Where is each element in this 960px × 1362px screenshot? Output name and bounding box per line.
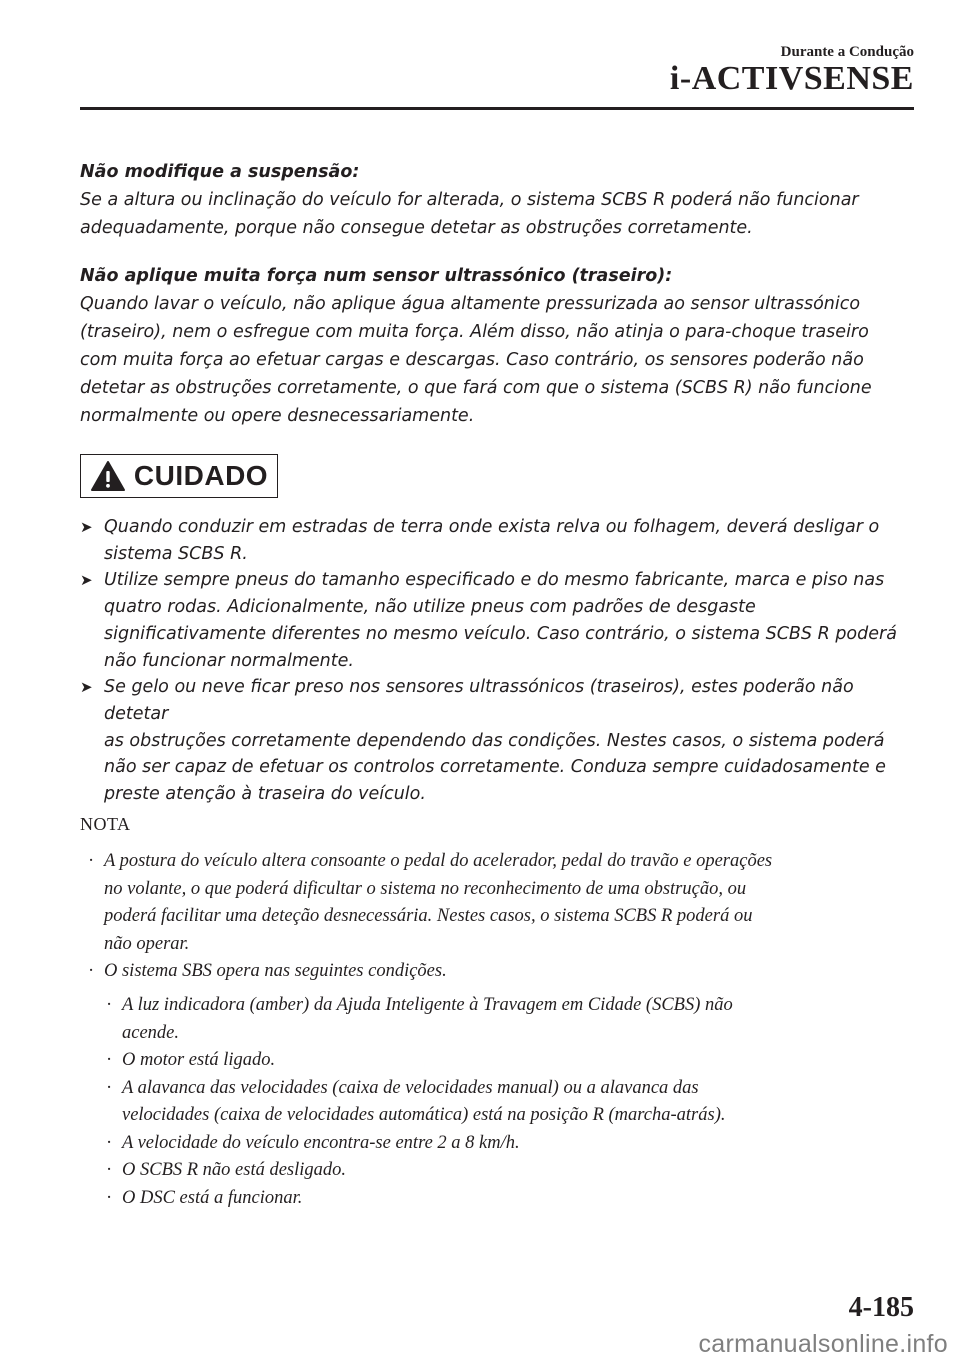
paragraph-heading: Não aplique muita força num sensor ultrassónico (traseiro): [80,266,673,286]
caution-label: CUIDADO [133,460,269,491]
bullet-dot-icon: · [106,1160,113,1180]
bullet-dot-icon: · [106,1050,113,1070]
condition-item [98,1157,914,1185]
condition-item [98,1075,914,1130]
caution-line: sistema SCBS R. [104,543,248,564]
condition-item [98,1047,914,1075]
caution-line: Utilize sempre pneus do tamanho especificado e do mesmo fabricante, marca e piso nas [104,570,885,591]
page-title: i-ACTIVSENSE [669,60,914,97]
condition-line: A velocidade do veículo encontra-se entre 2 a 8 km/h. [122,1132,520,1153]
bullet-dot-icon: · [106,1132,113,1153]
arrow-bullet-icon: ➤ [80,571,93,590]
watermark-text: carmanualsonline.info [698,1330,948,1358]
caution-line: preste atenção à traseira do veículo. [104,784,426,805]
note-line: no volante, o que poderá dificultar o sistema no reconhecimento de uma obstrução, ou [104,878,747,899]
condition-line: O motor está ligado. [122,1050,276,1070]
note-list [80,848,914,986]
header-divider [80,107,914,110]
paragraph-line: normalmente ou opere desnecessariamente. [80,406,475,426]
note-line: A postura do veículo altera consoante o pedal do acelerador, pedal do travão e operações [104,851,773,871]
arrow-bullet-icon: ➤ [80,518,93,536]
note-line: O sistema SBS opera nas seguintes condições. [104,961,447,981]
caution-line: não funcionar normalmente. [104,650,354,671]
condition-line: O DSC está a funcionar. [122,1187,303,1208]
warning-triangle-icon [90,460,126,492]
note-line: não operar. [104,933,190,954]
condition-line: A luz indicadora (amber) da Ajuda Inteligente à Travagem em Cidade (SCBS) não [122,995,733,1015]
note-label: NOTA [80,814,131,834]
caution-item [80,567,914,674]
paragraph-line: Quando lavar o veículo, não aplique água altamente pressurizada ao sensor ultrassónico [80,294,861,314]
caution-line: quatro rodas. Adicionalmente, não utilize pneus com padrões de desgaste [104,597,756,618]
caution-line: significativamente diferentes no mesmo veículo. Caso contrário, o sistema SCBS R poderá [104,623,897,644]
caution-item [80,514,914,567]
paragraph-line: adequadamente, porque não consegue detetar as obstruções corretamente. [80,218,753,238]
caution-line: Quando conduzir em estradas de terra onde exista relva ou folhagem, deverá desligar o [104,517,880,537]
bullet-dot-icon: · [106,1077,113,1098]
condition-item [98,1185,914,1213]
arrow-bullet-icon: ➤ [80,678,93,697]
condition-item [98,1130,914,1158]
conditions-list [98,992,914,1212]
condition-line: acende. [122,1022,180,1043]
condition-line: A alavanca das velocidades (caixa de velocidades manual) ou a alavanca das [122,1077,699,1098]
caution-box [80,454,278,498]
bullet-dot-icon: · [88,961,95,981]
condition-line: velocidades (caixa de velocidades automática) está na posição R (marcha-atrás). [122,1105,726,1125]
caution-line: não ser capaz de efetuar os controlos corretamente. Conduza sempre cuidadosamente e [104,757,886,778]
suspension-paragraph [80,158,914,242]
caution-line: as obstruções corretamente dependendo das condições. Nestes casos, o sistema poderá [104,730,885,751]
bullet-dot-icon: · [106,995,113,1015]
condition-item [98,992,914,1047]
condition-line: O SCBS R não está desligado. [122,1160,347,1180]
caution-line: Se gelo ou neve ficar preso nos sensores ultrassónicos (traseiros), estes poderão não detetar [104,677,854,724]
paragraph-line: com muita força ao efetuar cargas e descargas. Caso contrário, os sensores poderão não [80,350,864,370]
note-item [80,958,914,986]
caution-list [80,514,914,808]
sensor-force-paragraph [80,262,914,430]
header-section-label: Durante a Condução [780,44,914,60]
paragraph-line: detetar as obstruções corretamente, o que fará com que o sistema (SCBS R) não funcione [80,378,872,398]
caution-item [80,674,914,808]
paragraph-line: (traseiro), nem o esfregue com muita força. Além disso, não atinja o para-choque traseiro [80,322,869,342]
note-line: poderá facilitar uma deteção desnecessária. Nestes casos, o sistema SCBS R poderá ou [104,906,753,926]
bullet-dot-icon: · [88,851,95,871]
paragraph-line: Se a altura ou inclinação do veículo for alterada, o sistema SCBS R poderá não funcionar [80,190,859,210]
page-number: 4-185 [848,1292,914,1323]
note-item [80,848,914,958]
paragraph-heading: Não modifique a suspensão: [80,162,360,182]
bullet-dot-icon: · [106,1187,113,1208]
